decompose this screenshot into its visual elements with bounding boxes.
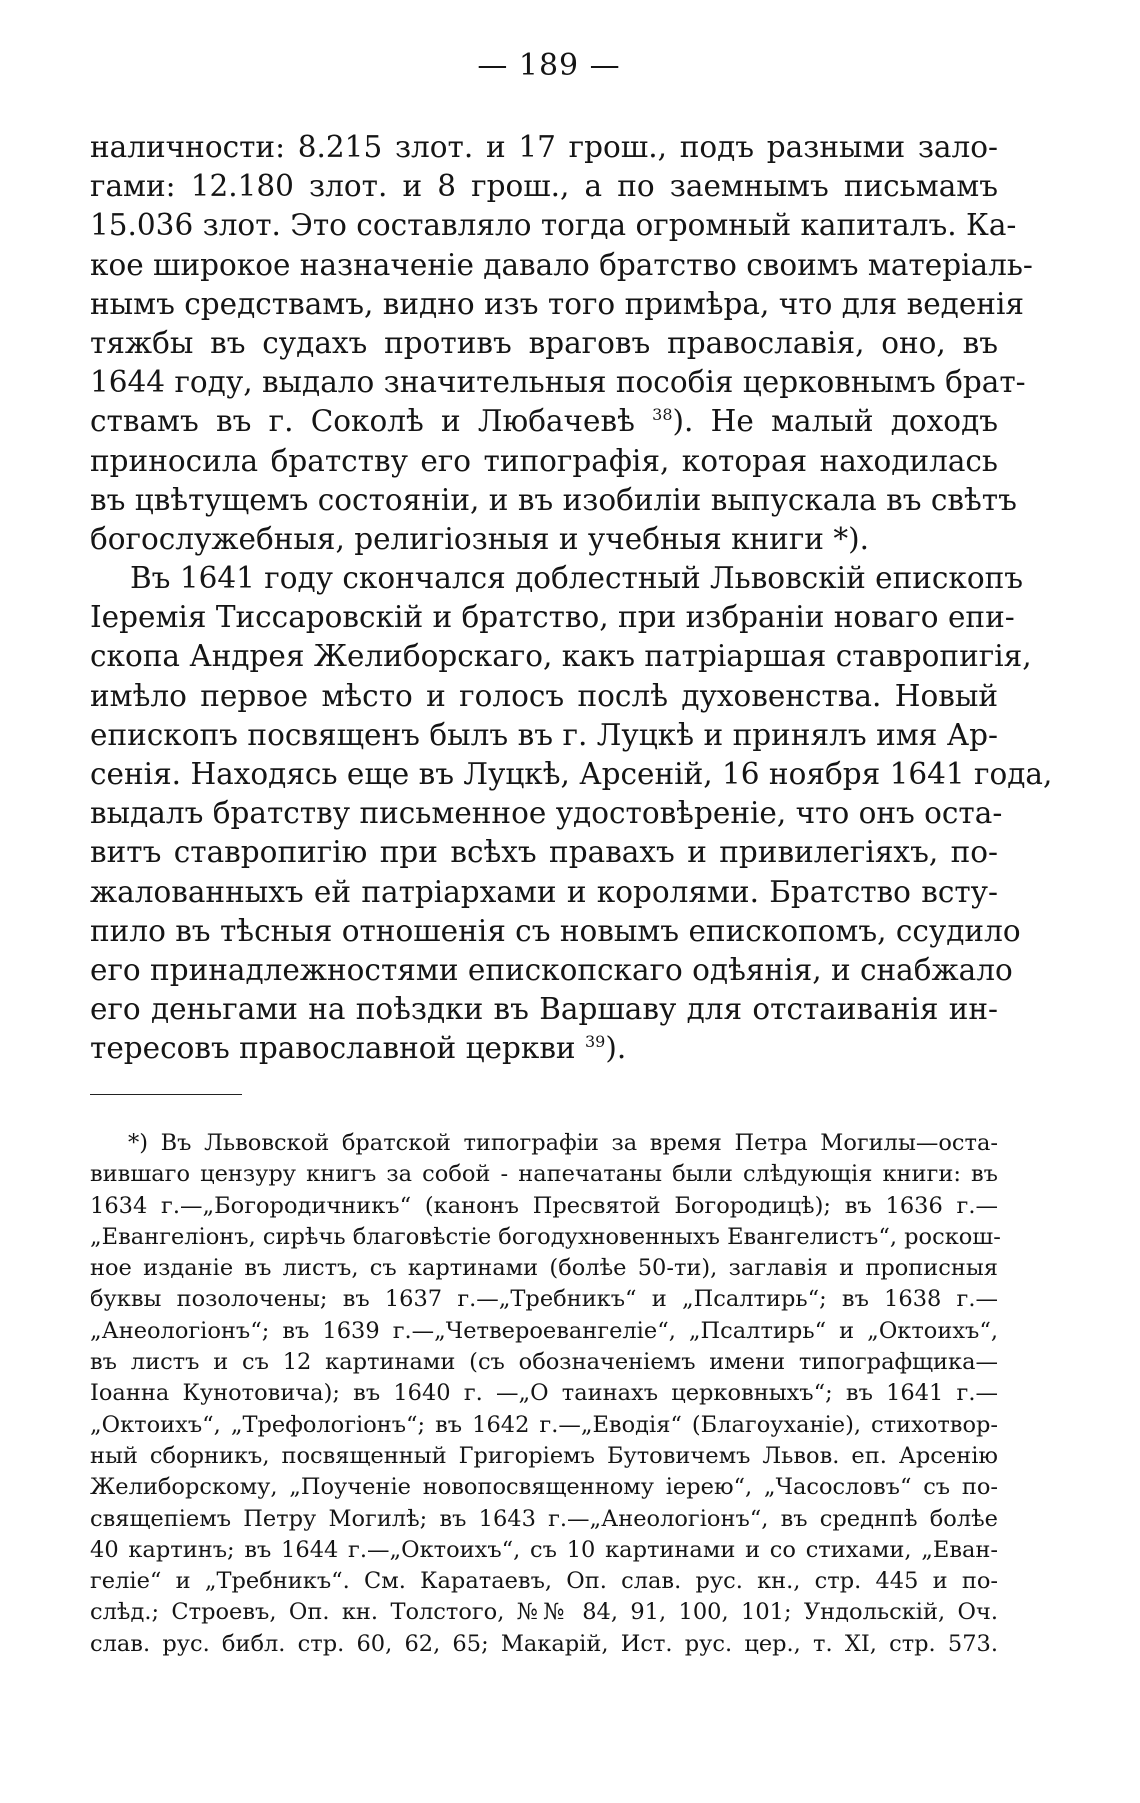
reference-38: 38 — [652, 405, 673, 425]
text-line: 1644 году, выдало значительныя пособія церковнымъ брат- — [90, 365, 1026, 400]
footnote-line: ный сборникъ, посвященный Григоріемъ Бутовичемъ Львов. еп. Арсенію — [90, 1442, 998, 1469]
main-text — [90, 128, 1053, 1069]
text-line: его принадлежностями епископскаго одѣянія, и снабжало — [90, 952, 1013, 987]
text-line: приносила братству его типографія, которая находилась — [90, 443, 998, 478]
text-line: скопа Андрея Желиборскаго, какъ патріаршая ставропигія, — [90, 639, 1032, 674]
footnote-line: слѣд.; Строевъ, Оп. кн. Толстого, №№ 84, 91, 100, 101; Ундольскій, Оч. — [90, 1599, 998, 1626]
footnote — [90, 1128, 1001, 1660]
text-line: сенія. Находясь еще въ Луцкѣ, Арсеній, 16 ноября 1641 года, — [90, 757, 1053, 791]
text-line: епископъ посвященъ былъ въ г. Луцкѣ и принялъ имя Ар- — [90, 717, 998, 752]
page-number: — 189 — — [477, 48, 621, 83]
footnote-line: слав. рус. библ. стр. 60, 62, 65; Макарій, Ист. рус. цер., т. XI, стр. 573. — [90, 1630, 998, 1657]
footnote-line: въ листъ и съ 12 картинами (съ обозначеніемъ имени типографщика— — [90, 1349, 998, 1376]
footnote-line: Іоанна Кунотовича); въ 1640 г. —„О таинахъ церковныхъ“; въ 1641 г.— — [90, 1380, 998, 1407]
text-line: Іеремія Тиссаровскій и братство, при избраніи новаго епи- — [90, 600, 1015, 635]
footnote-line: 1634 г.—„Богородичникъ“ (канонъ Пресвятой Богородицѣ); въ 1636 г.— — [90, 1192, 998, 1219]
footnote-line: свящепіемъ Петру Могилѣ; въ 1643 г.—„Анеологіонъ“, въ среднпѣ болѣе — [90, 1505, 998, 1532]
footnote-line: „Октоихъ“, „Трефологіонъ“; въ 1642 г.—„Еводія“ (Благоуханіе), стихотвор- — [90, 1411, 998, 1438]
footnote-line: 40 картинъ; въ 1644 г.—„Октоихъ“, съ 10 картинами и со стихами, „Еван- — [90, 1536, 998, 1563]
paragraph-2 — [90, 559, 1053, 1068]
text-line-with-reference — [90, 402, 998, 441]
footnote-line: Желиборскому, „Поученіе новопосвященному іерею“, „Часословъ“ съ по- — [90, 1474, 998, 1501]
text-segment: ствамъ въ г. Соколѣ и Любачевѣ — [90, 404, 635, 439]
text-line: тяжбы въ судахъ противъ враговъ православія, оно, въ — [90, 325, 998, 360]
text-line: гами: 12.180 злот. и 8 грош., а по заемнымъ письмамъ — [90, 169, 998, 204]
text-line: пило въ тѣсныя отношенія съ новымъ епископомъ, ссудило — [90, 913, 1021, 948]
text-line: богослужебныя, религіозныя и учебныя книги *). — [90, 521, 869, 556]
text-line: жалованныхъ ей патріархами и королями. Братство всту- — [90, 874, 998, 909]
text-segment: ). Не малый доходъ — [672, 404, 999, 439]
text-line: кое широкое назначеніе давало братство своимъ матеріаль- — [90, 247, 1033, 282]
footnote-line: *) Въ Львовской братской типографіи за время Петра Могилы—оста- — [128, 1130, 998, 1156]
text-line: наличности: 8.215 злот. и 17 грош., подъ разными зало- — [90, 130, 998, 164]
footnote-line: вившаго цензуру книгъ за собой - напечатаны были слѣдующія книги: въ — [90, 1161, 998, 1188]
reference-39: 39 — [585, 1032, 606, 1052]
footnote-line: геліе“ и „Требникъ“. См. Каратаевъ, Оп. слав. рус. кн., стр. 445 и по- — [90, 1568, 998, 1595]
text-segment: ). — [605, 1031, 627, 1066]
footnote-line: буквы позолочены; въ 1637 г.—„Требникъ“ и „Псалтирь“; въ 1638 г.— — [90, 1286, 998, 1313]
text-line: выдалъ братству письменное удостовѣреніе, что онъ оста- — [90, 796, 1003, 831]
text-line: нымъ средствамъ, видно изъ того примѣра, что для веденія — [90, 286, 1024, 321]
text-line: въ цвѣтущемъ состояніи, и въ изобиліи выпускала въ свѣтъ — [90, 482, 1017, 517]
text-segment: тересовъ православной церкви — [90, 1031, 576, 1066]
text-line: имѣло первое мѣсто и голосъ послѣ духовенства. Новый — [90, 678, 998, 713]
text-line: Въ 1641 году скончался доблестный Львовскій епископъ — [130, 561, 1024, 596]
footnote-line: „Анеологіонъ“; въ 1639 г.—„Четвероевангеліе“, „Псалтирь“ и „Октоихъ“, — [90, 1317, 998, 1344]
footnote-line: „Евангеліонъ, сирѣчь благовѣстіе богодухновенныхъ Евангелистъ“, роскош- — [90, 1223, 1001, 1250]
footnote-line: ное изданіе въ листъ, съ картинами (болѣе 50-ти), заглавія и прописныя — [90, 1255, 998, 1282]
footnote-divider — [90, 1094, 242, 1095]
text-line: 15.036 злот. Это составляло тогда огромный капиталъ. Ка- — [90, 208, 1017, 243]
text-line-with-reference — [90, 1029, 998, 1068]
text-line: его деньгами на поѣздки въ Варшаву для отстаиванія ин- — [90, 992, 998, 1027]
text-line: витъ ставропигію при всѣхъ правахъ и привилегіяхъ, по- — [90, 835, 998, 870]
paragraph-1 — [90, 128, 1033, 559]
